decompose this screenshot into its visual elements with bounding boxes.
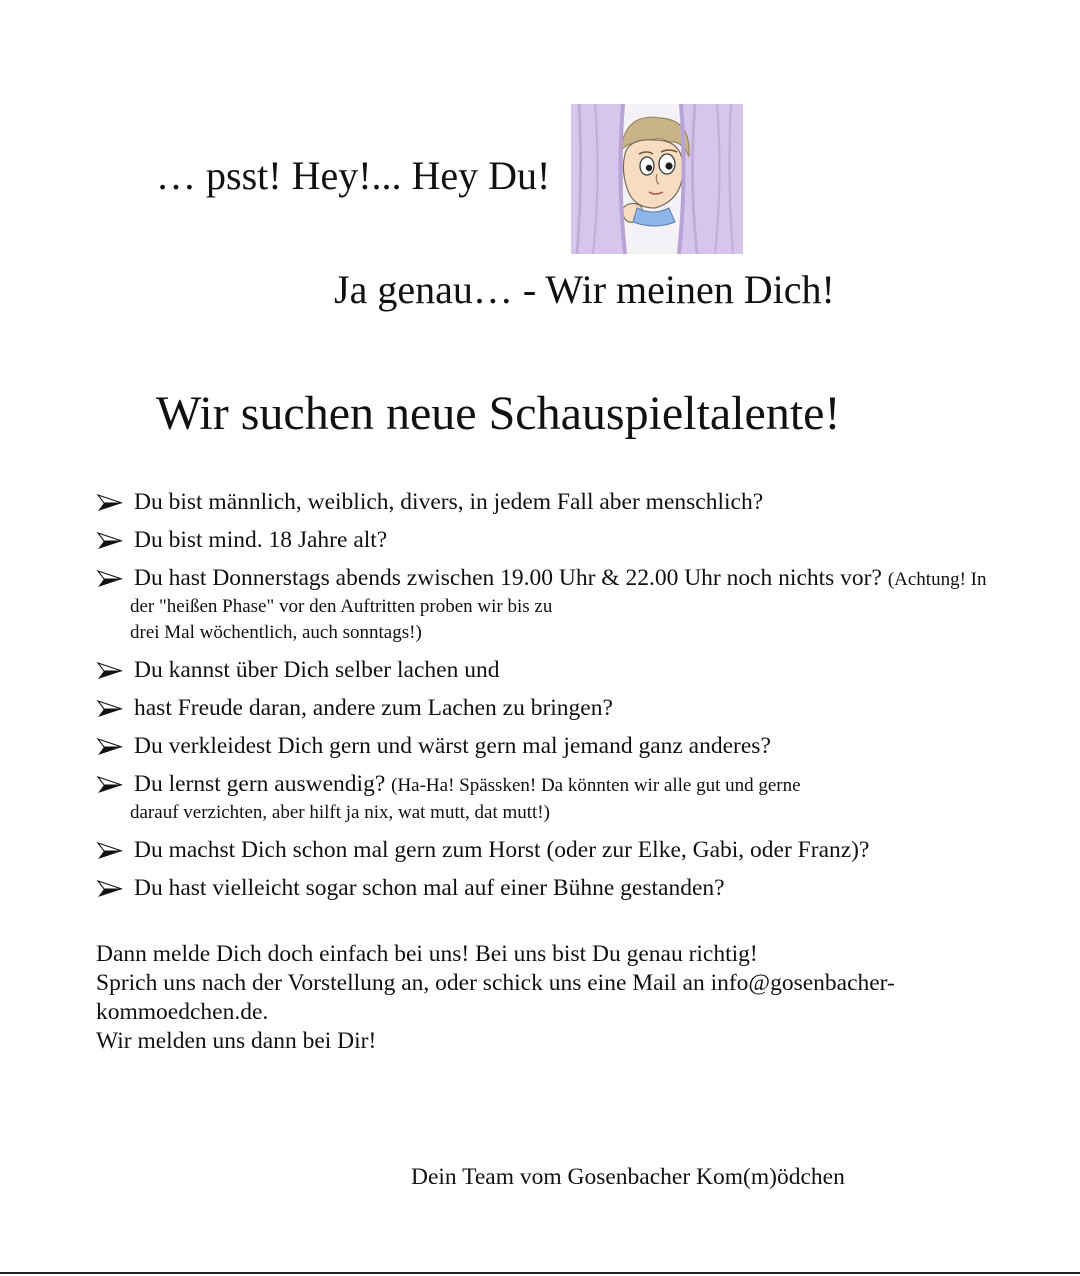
criteria-text: Du kannst über Dich selber lachen und [134, 657, 500, 683]
criteria-item [96, 732, 1080, 760]
criteria-text: Du hast vielleicht sogar schon mal auf einer Bühne gestanden? [134, 875, 725, 901]
arrowhead-bullet-icon [96, 694, 124, 722]
criteria-text: Du lernst gern auswendig? [134, 771, 386, 797]
headline: Wir suchen neue Schauspieltalente! [156, 387, 841, 440]
arrowhead-bullet-icon [96, 564, 124, 592]
arrowhead-bullet-icon [96, 874, 124, 902]
closing-line: kommoedchen.de. [96, 999, 269, 1025]
criteria-item [96, 836, 1080, 864]
intro-line: … psst! Hey!... Hey Du! [156, 153, 551, 198]
criteria-list [96, 488, 1080, 912]
arrowhead-bullet-icon [96, 656, 124, 684]
criteria-note-line: der "heißen Phase" vor den Auftritten proben wir bis zu [130, 596, 553, 617]
criteria-note: (Achtung! In [887, 569, 987, 590]
bottom-rule [0, 1272, 1080, 1274]
criteria-text: Du verkleidest Dich gern und wärst gern mal jemand ganz anderes? [134, 733, 771, 759]
criteria-item [96, 874, 1080, 902]
criteria-text: Du bist mind. 18 Jahre alt? [134, 527, 388, 553]
arrowhead-bullet-icon [96, 836, 124, 864]
criteria-item [96, 770, 1080, 826]
closing-line: Sprich uns nach der Vorstellung an, oder schick uns eine Mail an info@gosenbacher- [96, 970, 895, 996]
closing-line: Wir melden uns dann bei Dir! [96, 1028, 377, 1054]
arrowhead-bullet-icon [96, 770, 124, 798]
criteria-item [96, 564, 1080, 646]
criteria-note: (Ha-Ha! Spässken! Da könnten wir alle gut und gerne [391, 775, 801, 796]
criteria-item [96, 694, 1080, 722]
arrowhead-bullet-icon [96, 732, 124, 760]
criteria-text: Du machst Dich schon mal gern zum Horst (oder zur Elke, Gabi, oder Franz)? [134, 837, 870, 863]
subline: Ja genau… - Wir meinen Dich! [334, 267, 835, 312]
arrowhead-bullet-icon [96, 526, 124, 554]
signature: Dein Team vom Gosenbacher Kom(m)ödchen [411, 1164, 845, 1190]
criteria-item [96, 526, 1080, 554]
criteria-item [96, 656, 1080, 684]
criteria-text: hast Freude daran, andere zum Lachen zu bringen? [134, 695, 613, 721]
criteria-text: Du hast Donnerstags abends zwischen 19.00 Uhr & 22.00 Uhr noch nichts vor? [134, 565, 882, 591]
arrowhead-bullet-icon [96, 488, 124, 516]
closing-paragraph [96, 940, 976, 1056]
curtain-peek-character-icon [571, 104, 743, 254]
criteria-item [96, 488, 1080, 516]
criteria-note-line: darauf verzichten, aber hilft ja nix, wat mutt, dat mutt!) [130, 802, 550, 823]
criteria-note-line: drei Mal wöchentlich, auch sonntags!) [130, 622, 422, 643]
closing-line: Dann melde Dich doch einfach bei uns! Bei uns bist Du genau richtig! [96, 941, 758, 967]
criteria-text: Du bist männlich, weiblich, divers, in jedem Fall aber menschlich? [134, 489, 764, 515]
